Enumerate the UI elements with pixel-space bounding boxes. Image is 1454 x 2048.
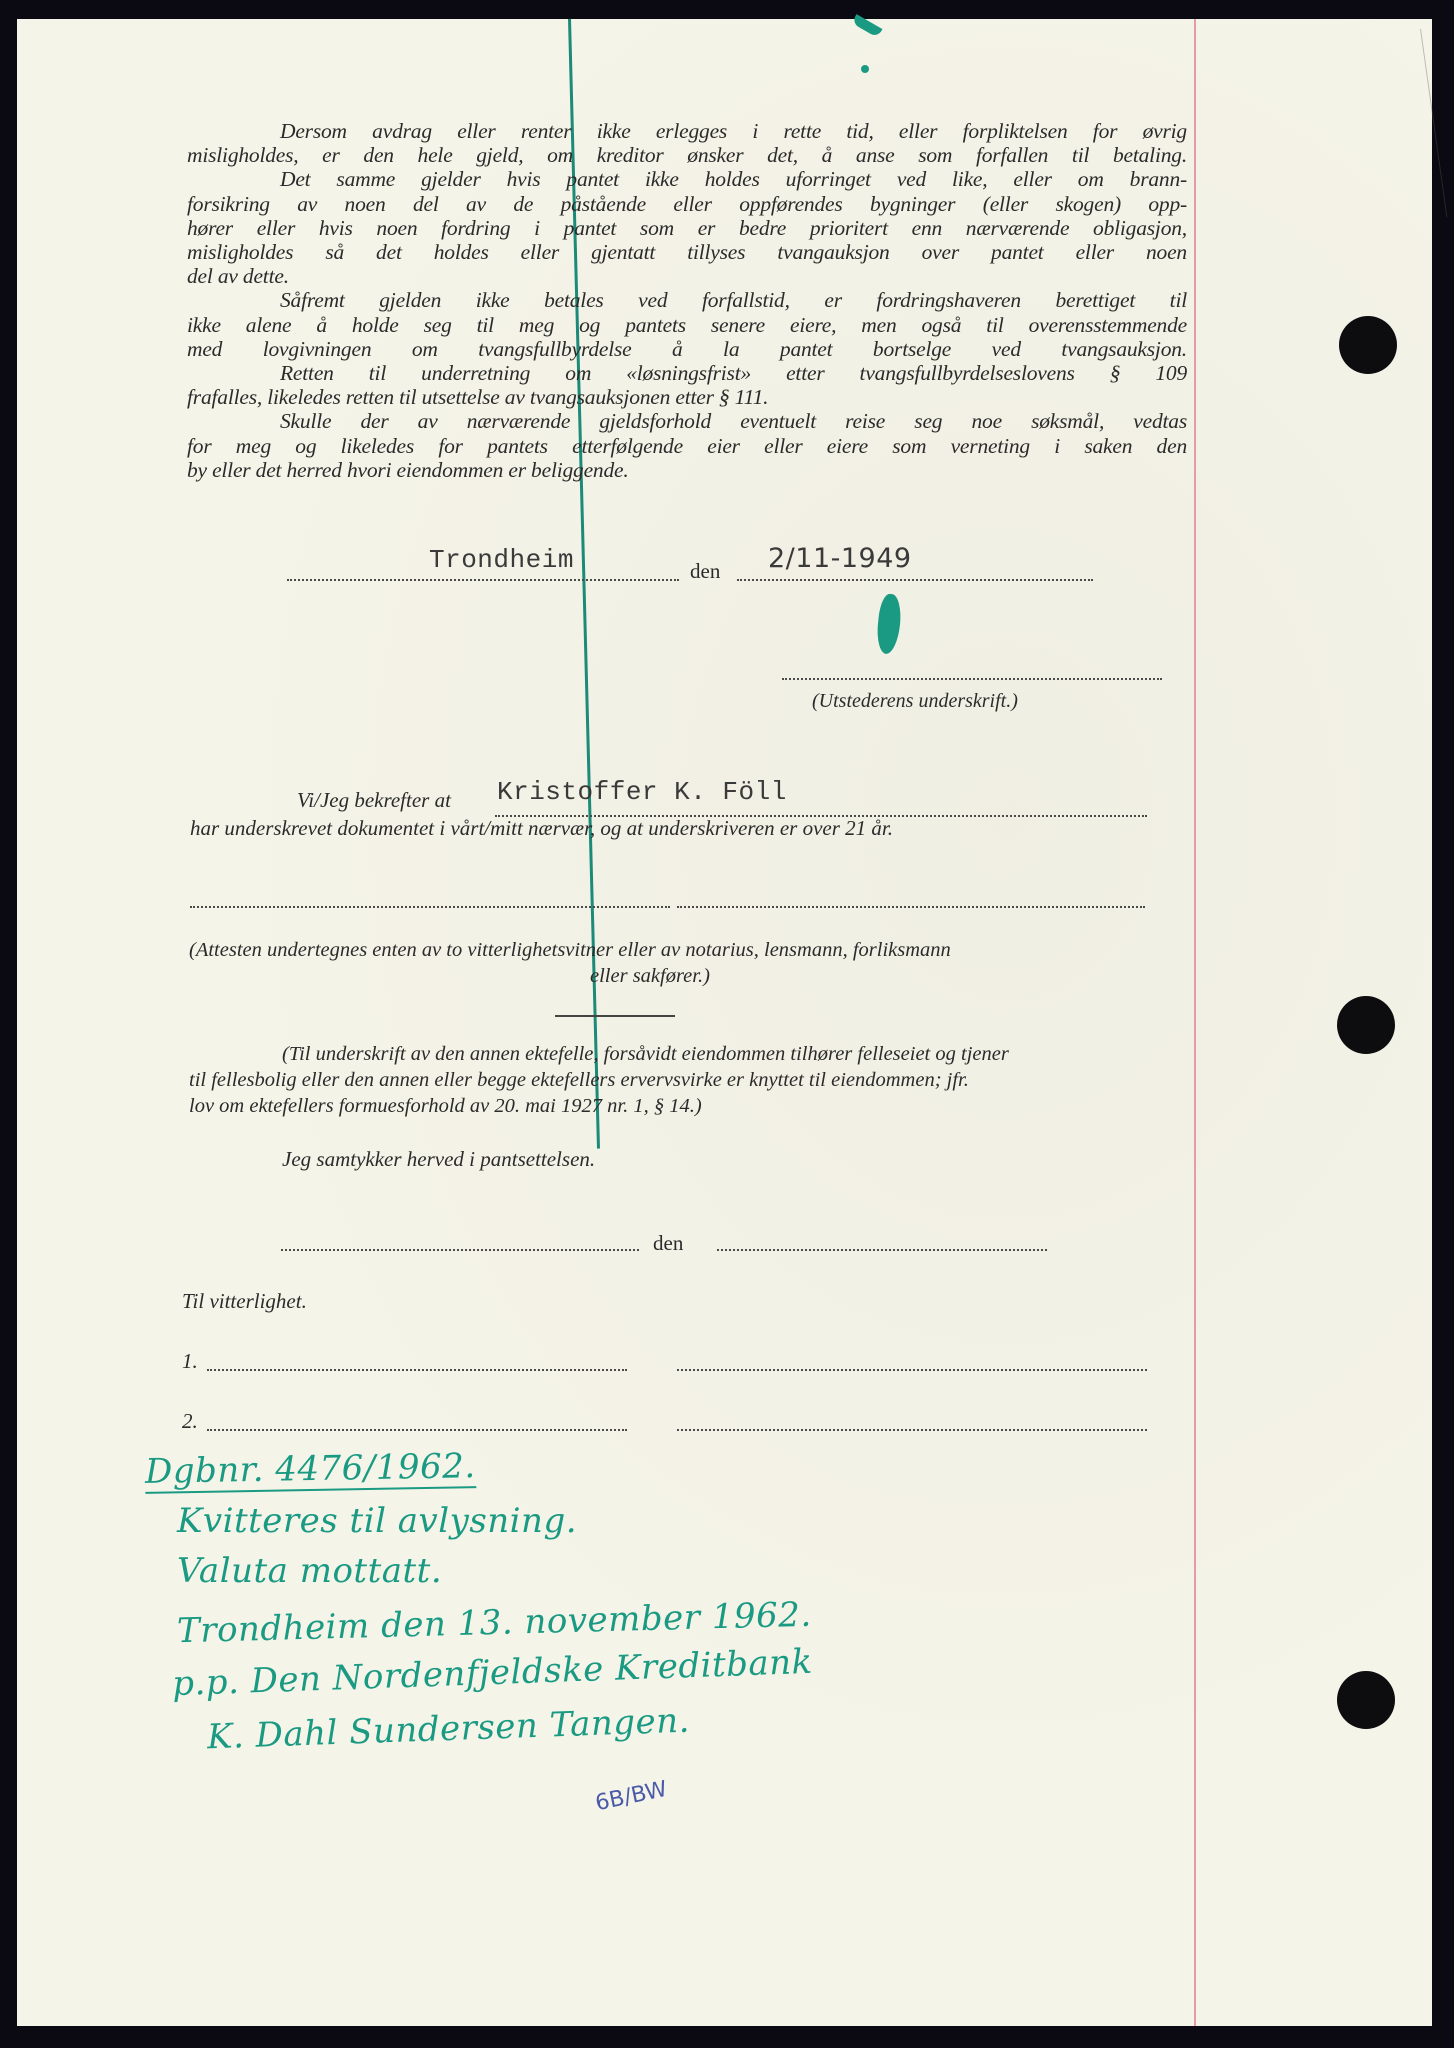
text-line: ikke alene å holde seg til meg og pantets senere eiere, men også til overensstemmende bbox=[187, 312, 1187, 337]
date-value: 2/11-1949 bbox=[768, 543, 912, 574]
text-line: del av dette. bbox=[187, 264, 289, 289]
paragraph-notice-waiver bbox=[187, 361, 1187, 409]
date-field-line[interactable] bbox=[737, 579, 1093, 581]
paragraph-default bbox=[187, 119, 1187, 167]
handwritten-record-number: Dgbnr. 4476/1962. bbox=[144, 1446, 476, 1492]
page-crease bbox=[1420, 29, 1447, 217]
witness-number-2: 2. bbox=[182, 1409, 198, 1433]
red-margin-line bbox=[1194, 19, 1196, 2026]
handwritten-note-line: p.p. Den Nordenfjeldske Kreditbank bbox=[171, 1641, 814, 1705]
text-line: misligholdes, er den hele gjeld, om kreditor ønsker det, å anse som forfallen til betaling. bbox=[187, 143, 1187, 168]
terms-block bbox=[187, 119, 1187, 482]
text-line: med lovgivningen om tvangsfullbyrdelse å la pantet bortselge ved tvangsauksjon. bbox=[187, 336, 1187, 361]
ink-signature-mark bbox=[875, 593, 903, 655]
pencil-mark: 6B/BW bbox=[593, 1776, 670, 1817]
issuer-signature-line[interactable] bbox=[782, 678, 1162, 680]
text-line: Såfremt gjelden ikke betales ved forfallstid, er fordringshaveren berettiget til bbox=[280, 288, 1187, 313]
document-page bbox=[17, 19, 1432, 2026]
attestor-signature-line-1[interactable] bbox=[190, 906, 670, 908]
spouse-note-line-1: (Til underskrift av den annen ektefelle, forsåvidt eiendommen tilhører felleseiet og tjener bbox=[282, 1043, 1009, 1065]
consent-place-line[interactable] bbox=[281, 1249, 639, 1251]
text-line: by eller det herred hvori eiendommen er beliggende. bbox=[187, 457, 629, 482]
consent-text: Jeg samtykker herved i pantsettelsen. bbox=[282, 1147, 596, 1171]
paragraph-deterioration bbox=[187, 167, 1187, 288]
paragraph-forced-sale bbox=[187, 288, 1187, 361]
section-divider bbox=[555, 1015, 675, 1017]
handwritten-note-line: Kvitteres til avlysning. bbox=[177, 1501, 578, 1541]
punch-hole-1 bbox=[1339, 316, 1397, 374]
witness-number-1: 1. bbox=[182, 1349, 198, 1373]
attested-name: Kristoffer K. Föll bbox=[497, 777, 787, 807]
attestation-line-2: har underskrevet dokumentet i vårt/mitt nærvær, og at underskriveren er over 21 år. bbox=[190, 816, 893, 840]
punch-hole-2 bbox=[1337, 996, 1395, 1054]
text-line: misligholdes så det holdes eller gjentatt tillyses tvangauksjon over pantet eller noen bbox=[187, 240, 1187, 265]
witness-2-line-a[interactable] bbox=[207, 1429, 627, 1431]
text-line: Dersom avdrag eller renter ikke erlegges i rette tid, eller forpliktelsen for øvrig bbox=[280, 119, 1187, 143]
ink-dot-top bbox=[861, 65, 869, 73]
text-line: Retten til underretning om «løsningsfrist» etter tvangsfullbyrdelseslovens § 109 bbox=[280, 361, 1187, 386]
text-line: forsikring av noen del av de påstående eller oppførendes bygninger (eller skogen) opp- bbox=[187, 191, 1187, 216]
place-value: Trondheim bbox=[429, 545, 574, 575]
witness-1-line-a[interactable] bbox=[207, 1369, 627, 1371]
punch-hole-3 bbox=[1337, 1671, 1395, 1729]
consent-date-line[interactable] bbox=[717, 1249, 1047, 1251]
witness-heading: Til vitterlighet. bbox=[182, 1289, 307, 1313]
spouse-note-line-3: lov om ektefellers formuesforhold av 20. mai 1927 nr. 1, § 14.) bbox=[189, 1095, 702, 1117]
attestor-signature-line-2[interactable] bbox=[677, 906, 1145, 908]
attestation-note-line-1: (Attesten undertegnes enten av to vitterlighetsvitner eller av notarius, lensmann, forliksmann bbox=[189, 939, 951, 961]
handwritten-signature: K. Dahl Sundersen Tangen. bbox=[206, 1700, 691, 1758]
text-line: Skulle der av nærværende gjeldsforhold eventuelt reise seg noe søksmål, vedtas bbox=[280, 409, 1187, 434]
text-line: frafalles, likeledes retten til utsettelse av tvangsauksjonen etter § 111. bbox=[187, 385, 769, 410]
witness-1-line-b[interactable] bbox=[677, 1369, 1147, 1371]
second-den-label: den bbox=[653, 1231, 684, 1255]
spouse-note-line-2: til fellesbolig eller den annen eller begge ektefellers ervervsvirke er knyttet til eiendommen; jfr. bbox=[189, 1069, 969, 1091]
place-field-line[interactable] bbox=[287, 579, 679, 581]
den-label: den bbox=[690, 559, 721, 583]
attestation-prefix: Vi/Jeg bekrefter at bbox=[297, 788, 451, 812]
paragraph-venue bbox=[187, 409, 1187, 482]
ink-mark-top bbox=[852, 14, 883, 38]
witness-2-line-b[interactable] bbox=[677, 1429, 1147, 1431]
text-line: hører eller hvis noen fordring i pantet som er bedre prioritert enn nærværende obligasjon, bbox=[187, 215, 1187, 240]
handwritten-note-line: Trondheim den 13. november 1962. bbox=[176, 1594, 813, 1652]
text-line: Det samme gjelder hvis pantet ikke holdes uforringet ved like, eller om brann- bbox=[280, 167, 1187, 192]
handwritten-note-line: Valuta mottatt. bbox=[177, 1551, 443, 1591]
issuer-signature-label: (Utstederens underskrift.) bbox=[812, 690, 1018, 712]
text-line: for meg og likeledes for pantets etterfølgende eier eller eiere som verneting i saken den bbox=[187, 433, 1187, 458]
attestation-note-line-2: eller sakfører.) bbox=[590, 965, 710, 987]
